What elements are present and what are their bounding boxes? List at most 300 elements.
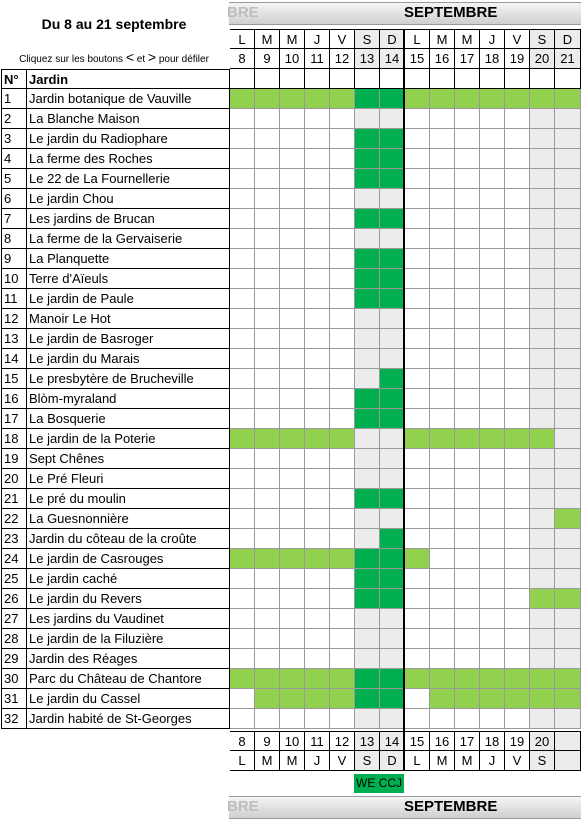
day-cell xyxy=(505,109,530,129)
day-cell xyxy=(380,129,405,149)
day-cell xyxy=(530,549,555,569)
day-cell xyxy=(380,549,405,569)
day-cell xyxy=(305,609,330,629)
page-title: Du 8 au 21 septembre xyxy=(41,16,187,32)
header-blank-cell xyxy=(555,69,581,89)
day-cell xyxy=(455,149,480,169)
day-cell xyxy=(455,709,480,729)
day-cell xyxy=(455,629,480,649)
day-number-header: 14 xyxy=(380,49,405,69)
day-cell xyxy=(480,169,505,189)
day-cell xyxy=(430,369,455,389)
day-cell xyxy=(280,169,305,189)
day-cell xyxy=(555,429,581,449)
day-cell xyxy=(455,489,480,509)
day-cell xyxy=(380,669,405,689)
day-cell xyxy=(305,89,330,109)
day-cell xyxy=(230,129,255,149)
day-cell xyxy=(330,389,355,409)
day-cell xyxy=(355,209,380,229)
day-cell xyxy=(330,409,355,429)
day-cell xyxy=(355,89,380,109)
day-cell xyxy=(455,409,480,429)
day-cell xyxy=(230,589,255,609)
day-cell xyxy=(230,189,255,209)
header-blank-cell xyxy=(305,69,330,89)
day-cell xyxy=(455,289,480,309)
day-cell xyxy=(305,409,330,429)
day-cell xyxy=(480,669,505,689)
day-cell xyxy=(430,469,455,489)
day-cell xyxy=(455,549,480,569)
month-scroll-bar-top[interactable] xyxy=(229,2,581,25)
footer-day-number: 20 xyxy=(530,731,555,751)
day-cell xyxy=(230,309,255,329)
day-cell xyxy=(255,709,280,729)
day-cell xyxy=(480,629,505,649)
day-cell xyxy=(355,589,380,609)
day-cell xyxy=(480,109,505,129)
day-cell xyxy=(330,509,355,529)
month-name: SEPTEMBRE xyxy=(404,798,498,815)
day-cell xyxy=(380,209,405,229)
day-cell xyxy=(505,129,530,149)
day-cell xyxy=(305,669,330,689)
footer-day-number xyxy=(555,731,581,751)
day-cell xyxy=(330,649,355,669)
day-cell xyxy=(530,189,555,209)
day-cell xyxy=(280,709,305,729)
day-cell xyxy=(430,669,455,689)
day-cell xyxy=(480,389,505,409)
weekday-header: L xyxy=(405,29,430,49)
day-cell xyxy=(330,549,355,569)
day-cell xyxy=(305,549,330,569)
day-cell xyxy=(555,249,581,269)
day-cell xyxy=(530,89,555,109)
day-cell xyxy=(305,189,330,209)
day-cell xyxy=(505,249,530,269)
footer-day-number: 9 xyxy=(255,731,280,751)
garden-name: Les jardins de Brucan xyxy=(27,209,230,229)
day-cell xyxy=(505,609,530,629)
weekday-header: J xyxy=(480,29,505,49)
day-cell xyxy=(555,409,581,429)
day-cell xyxy=(530,509,555,529)
day-cell xyxy=(330,189,355,209)
day-cell xyxy=(555,489,581,509)
day-cell xyxy=(355,509,380,529)
day-cell xyxy=(380,149,405,169)
day-cell xyxy=(505,669,530,689)
day-cell xyxy=(230,149,255,169)
garden-name: Jardin du côteau de la croûte xyxy=(27,529,230,549)
day-cell xyxy=(230,369,255,389)
garden-number: 14 xyxy=(1,349,27,369)
footer-weekday xyxy=(555,751,581,771)
day-cell xyxy=(255,389,280,409)
day-cell xyxy=(405,649,430,669)
instructions-text-end: pour défiler xyxy=(156,54,209,65)
day-cell xyxy=(505,429,530,449)
weekday-header: J xyxy=(305,29,330,49)
day-cell xyxy=(530,649,555,669)
day-cell xyxy=(255,129,280,149)
day-cell xyxy=(305,449,330,469)
day-cell xyxy=(430,349,455,369)
day-number-header: 8 xyxy=(230,49,255,69)
header-blank-cell xyxy=(330,69,355,89)
day-cell xyxy=(255,349,280,369)
day-cell xyxy=(480,409,505,429)
day-cell xyxy=(280,489,305,509)
day-cell xyxy=(255,569,280,589)
day-cell xyxy=(430,489,455,509)
day-cell xyxy=(305,149,330,169)
day-cell xyxy=(230,689,255,709)
garden-number: 29 xyxy=(1,649,27,669)
footer-day-number: 10 xyxy=(280,731,305,751)
day-number-header: 20 xyxy=(530,49,555,69)
day-cell xyxy=(530,589,555,609)
day-cell xyxy=(230,509,255,529)
garden-name: Sept Chênes xyxy=(27,449,230,469)
day-cell xyxy=(555,709,581,729)
day-cell xyxy=(255,169,280,189)
day-cell xyxy=(280,149,305,169)
day-cell xyxy=(380,629,405,649)
day-cell xyxy=(230,549,255,569)
day-cell xyxy=(380,409,405,429)
day-cell xyxy=(405,469,430,489)
day-cell xyxy=(555,449,581,469)
day-cell xyxy=(430,589,455,609)
day-cell xyxy=(505,649,530,669)
garden-number: 15 xyxy=(1,369,27,389)
day-cell xyxy=(555,189,581,209)
day-cell xyxy=(555,89,581,109)
day-cell xyxy=(555,669,581,689)
day-cell xyxy=(405,229,430,249)
day-cell xyxy=(255,589,280,609)
day-cell xyxy=(505,289,530,309)
day-cell xyxy=(255,309,280,329)
day-cell xyxy=(280,89,305,109)
day-cell xyxy=(405,149,430,169)
day-cell xyxy=(480,209,505,229)
day-cell xyxy=(455,589,480,609)
garden-number: 25 xyxy=(1,569,27,589)
day-cell xyxy=(355,549,380,569)
day-cell xyxy=(255,609,280,629)
month-name: SEPTEMBRE xyxy=(404,4,498,21)
day-cell xyxy=(530,489,555,509)
header-blank-cell xyxy=(255,69,280,89)
day-cell xyxy=(505,549,530,569)
day-cell xyxy=(555,269,581,289)
day-cell xyxy=(480,569,505,589)
day-cell xyxy=(530,529,555,549)
day-cell xyxy=(255,489,280,509)
day-cell xyxy=(255,409,280,429)
header-blank-cell xyxy=(505,69,530,89)
day-cell xyxy=(255,509,280,529)
day-cell xyxy=(230,229,255,249)
day-cell xyxy=(305,169,330,189)
day-cell xyxy=(280,609,305,629)
day-cell xyxy=(330,309,355,329)
day-cell xyxy=(305,509,330,529)
day-cell xyxy=(555,349,581,369)
day-cell xyxy=(305,389,330,409)
day-cell xyxy=(355,649,380,669)
day-cell xyxy=(330,289,355,309)
garden-number: 6 xyxy=(1,189,27,209)
garden-number: 12 xyxy=(1,309,27,329)
day-cell xyxy=(505,89,530,109)
garden-name: Le jardin de Casrouges xyxy=(27,549,230,569)
day-cell xyxy=(380,689,405,709)
day-cell xyxy=(280,109,305,129)
day-cell xyxy=(430,209,455,229)
weekday-header: M xyxy=(255,29,280,49)
day-cell xyxy=(380,609,405,629)
day-cell xyxy=(480,89,505,109)
day-cell xyxy=(255,329,280,349)
day-cell xyxy=(280,569,305,589)
day-cell xyxy=(255,229,280,249)
day-cell xyxy=(255,689,280,709)
day-cell xyxy=(230,169,255,189)
day-cell xyxy=(480,449,505,469)
footer-day-number: 14 xyxy=(380,731,405,751)
day-cell xyxy=(430,609,455,629)
footer-day-number: 16 xyxy=(430,731,455,751)
day-cell xyxy=(305,709,330,729)
day-cell xyxy=(280,309,305,329)
day-cell xyxy=(505,409,530,429)
day-cell xyxy=(380,229,405,249)
day-cell xyxy=(480,349,505,369)
garden-name: Jardin habité de St-Georges xyxy=(27,709,230,729)
day-cell xyxy=(255,629,280,649)
day-cell xyxy=(330,129,355,149)
day-cell xyxy=(430,529,455,549)
day-cell xyxy=(480,469,505,489)
header-blank-cell xyxy=(455,69,480,89)
day-cell xyxy=(330,329,355,349)
day-cell xyxy=(455,429,480,449)
day-cell xyxy=(280,449,305,469)
garden-number: 4 xyxy=(1,149,27,169)
day-cell xyxy=(380,649,405,669)
day-cell xyxy=(505,629,530,649)
day-cell xyxy=(555,229,581,249)
day-cell xyxy=(380,569,405,589)
day-cell xyxy=(455,129,480,149)
weekday-header: M xyxy=(280,29,305,49)
day-number-header: 15 xyxy=(405,49,430,69)
garden-name: Le jardin du Marais xyxy=(27,349,230,369)
day-cell xyxy=(555,289,581,309)
day-cell xyxy=(255,469,280,489)
day-cell xyxy=(405,529,430,549)
weekday-header: S xyxy=(355,29,380,49)
day-cell xyxy=(380,709,405,729)
footer-weekday: V xyxy=(505,751,530,771)
day-cell xyxy=(330,209,355,229)
day-cell xyxy=(355,189,380,209)
garden-name: Le jardin du Revers xyxy=(27,589,230,609)
footer-weekday: S xyxy=(530,751,555,771)
garden-name: Le jardin caché xyxy=(27,569,230,589)
month-scroll-bar-bottom[interactable] xyxy=(229,796,581,819)
day-cell xyxy=(280,289,305,309)
day-cell xyxy=(455,369,480,389)
header-blank-cell xyxy=(480,69,505,89)
day-cell xyxy=(380,329,405,349)
day-cell xyxy=(530,289,555,309)
garden-number: 31 xyxy=(1,689,27,709)
day-cell xyxy=(405,369,430,389)
day-cell xyxy=(530,269,555,289)
day-cell xyxy=(380,529,405,549)
day-cell xyxy=(380,369,405,389)
day-cell xyxy=(555,109,581,129)
day-cell xyxy=(505,269,530,289)
day-cell xyxy=(355,309,380,329)
garden-number: 32 xyxy=(1,709,27,729)
garden-number: 13 xyxy=(1,329,27,349)
day-cell xyxy=(380,449,405,469)
day-cell xyxy=(505,689,530,709)
day-cell xyxy=(555,169,581,189)
day-cell xyxy=(530,109,555,129)
day-cell xyxy=(430,709,455,729)
day-cell xyxy=(405,709,430,729)
day-cell xyxy=(355,669,380,689)
day-cell xyxy=(530,389,555,409)
day-cell xyxy=(530,409,555,429)
day-cell xyxy=(280,409,305,429)
day-cell xyxy=(330,589,355,609)
day-cell xyxy=(330,489,355,509)
day-cell xyxy=(455,349,480,369)
garden-number: 3 xyxy=(1,129,27,149)
day-cell xyxy=(330,569,355,589)
day-cell xyxy=(255,529,280,549)
weekday-header: V xyxy=(505,29,530,49)
garden-name: Terre d'Aïeuls xyxy=(27,269,230,289)
day-cell xyxy=(480,289,505,309)
garden-name: Le jardin Chou xyxy=(27,189,230,209)
day-cell xyxy=(305,269,330,289)
garden-number: 30 xyxy=(1,669,27,689)
day-cell xyxy=(255,669,280,689)
day-cell xyxy=(505,569,530,589)
day-cell xyxy=(530,469,555,489)
day-cell xyxy=(430,129,455,149)
garden-name: La Blanche Maison xyxy=(27,109,230,129)
day-cell xyxy=(555,369,581,389)
previous-symbol: < xyxy=(125,49,134,65)
day-cell xyxy=(230,649,255,669)
day-cell xyxy=(405,629,430,649)
day-number-header: 18 xyxy=(480,49,505,69)
day-cell xyxy=(280,389,305,409)
day-cell xyxy=(405,429,430,449)
day-cell xyxy=(555,469,581,489)
day-cell xyxy=(480,489,505,509)
day-cell xyxy=(455,269,480,289)
day-cell xyxy=(380,469,405,489)
day-cell xyxy=(405,189,430,209)
day-cell xyxy=(280,249,305,269)
day-cell xyxy=(405,109,430,129)
day-cell xyxy=(330,349,355,369)
day-cell xyxy=(355,389,380,409)
garden-number: 2 xyxy=(1,109,27,129)
garden-number: 22 xyxy=(1,509,27,529)
garden-number: 7 xyxy=(1,209,27,229)
day-cell xyxy=(505,189,530,209)
day-cell xyxy=(530,569,555,589)
footer-day-number: 19 xyxy=(505,731,530,751)
footer-day-number: 8 xyxy=(230,731,255,751)
day-cell xyxy=(280,269,305,289)
day-cell xyxy=(330,89,355,109)
day-cell xyxy=(280,669,305,689)
day-cell xyxy=(305,309,330,329)
day-cell xyxy=(405,169,430,189)
day-number-header: 19 xyxy=(505,49,530,69)
day-cell xyxy=(555,509,581,529)
day-cell xyxy=(355,469,380,489)
day-cell xyxy=(255,149,280,169)
day-number-header: 12 xyxy=(330,49,355,69)
garden-name: Le jardin de Paule xyxy=(27,289,230,309)
day-cell xyxy=(305,589,330,609)
day-cell xyxy=(305,129,330,149)
day-number-header: 10 xyxy=(280,49,305,69)
day-cell xyxy=(255,189,280,209)
day-cell xyxy=(305,229,330,249)
day-cell xyxy=(355,109,380,129)
day-cell xyxy=(430,229,455,249)
day-cell xyxy=(505,229,530,249)
day-cell xyxy=(405,269,430,289)
day-cell xyxy=(355,689,380,709)
day-cell xyxy=(480,189,505,209)
day-cell xyxy=(455,329,480,349)
day-cell xyxy=(305,349,330,369)
day-cell xyxy=(230,709,255,729)
day-cell xyxy=(305,489,330,509)
day-cell xyxy=(555,329,581,349)
header-blank-cell xyxy=(530,69,555,89)
day-cell xyxy=(330,449,355,469)
day-cell xyxy=(555,649,581,669)
day-cell xyxy=(355,529,380,549)
day-cell xyxy=(255,449,280,469)
day-cell xyxy=(555,569,581,589)
day-cell xyxy=(430,249,455,269)
day-cell xyxy=(230,469,255,489)
day-cell xyxy=(405,669,430,689)
day-cell xyxy=(305,629,330,649)
garden-name: Parc du Château de Chantore xyxy=(27,669,230,689)
garden-number: 1 xyxy=(1,89,27,109)
